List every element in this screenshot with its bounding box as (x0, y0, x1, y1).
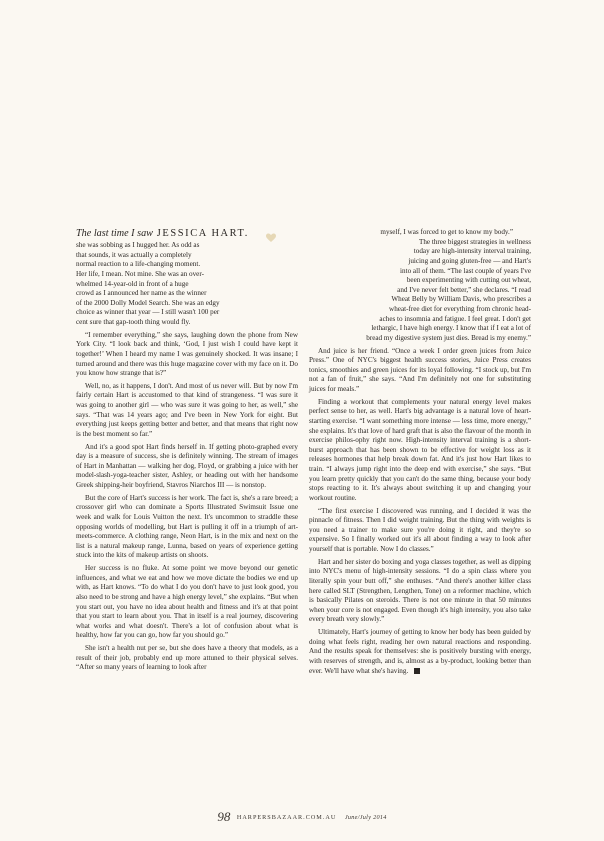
intro-line: Her life, I mean. Not mine. She was an over- (76, 269, 204, 278)
headline-name: JESSICA HART. (156, 228, 249, 239)
paragraph: “The first exercise I discovered was running, and I decided it was the pinnacle of fitness. Then I did weight training. But the thing with weights is you need a trainer to make sure you're doing it right, and they're so expensive. So I finally worked out it's all about finding a way to look after yourself that is portable. Now I do classes.” (309, 506, 531, 553)
intro-line: crowd as I announced her name as the winner (76, 289, 207, 298)
intro-line: she was sobbing as I hugged her. As odd as (76, 241, 200, 249)
wrap-line: today are high-intensity interval training, (413, 247, 531, 256)
left-column (76, 228, 298, 673)
end-square (414, 668, 420, 674)
intro-line: normal reaction to a life-changing moment. (76, 260, 201, 269)
paragraph: And juice is her friend. “Once a week I order green juices from Juice Press.” One of NYC's biggest health success stories, Juice Press creates tonics, smoothies and green juices for its loyal following. “I stock up, but I'm not a fan of fruit,” she says. “And I'm definitely not one for substituting juices for meals.” (309, 346, 531, 393)
footer-site: HARPERSBAZAAR.COM.AU (236, 814, 337, 821)
intro-line: whelmed 14-year-old in front of a huge (76, 279, 189, 288)
intro-line: cent sure that gap-tooth thing would fly. (76, 318, 191, 326)
headline-lead: The last time I saw (76, 228, 153, 239)
wrap-line: Wheat Belly by William Davis, who prescribes a (391, 295, 531, 304)
paragraph: Well, no, as it happens, I don't. And most of us never will. But by now I'm fairly certain Hart is accustomed to that kind of strangeness. “I was sure it was going to another girl — who was sure it was going to her, as well,” she says. “That was 14 years ago; and I've been in New York for eight. But everything just keeps getting better and better, and that means that right now is the best moment so far.” (76, 381, 298, 438)
paragraph: Her success is no fluke. At some point we move beyond our genetic influences, and what we eat and how we move dictate the bodies we end up with, as Hart knows. “To do what I do you don't have to just look good, you also need to be strong and have a high energy level,” she explains. “But when you start out, you have no idea about health and fitness and it's at that point that you start to learn about you. That in itself is a real journey, discovering what works and what doesn't. There's a lot of confusion about what is healthy, how far you can go, how far you should go.” (76, 564, 298, 640)
wrap-line: wheat-free diet for everything from chronic head- (389, 305, 531, 313)
intro-line: of the 2000 Dolly Model Search. She was an edgy (76, 298, 220, 307)
paragraph: Hart and her sister do boxing and yoga classes together, as well as dipping into NYC's menu of high-intensity sessions. “I do a spin class where you literally spin your butt off,” she enthuses. “And there's another killer class here called SLT (Strengthen, Lengthen, Tone) on a reformer machine, which is basically Pilates on steroids. There is not one minute in that 50 minutes when your core is not engaged. Even though it's high intensity, you also take every breath very slowly.” (309, 557, 531, 624)
wrap-line: into all of them. “The last couple of years I've (400, 266, 531, 275)
paragraph-wrap-around (309, 228, 531, 344)
paragraph: And it's a good spot Hart finds herself in. If getting photo-graphed every day is a measure of success, she is definitely winning. The stream of images of Hart in Manhattan — walking her dog, Floyd, or grabbing a juice with her model-slash-yoga-teacher sister, Ashley, or heading out with her handsome Greek shipping-heir boyfriend, Stavros Niarchos III — is nonstop. (76, 442, 298, 489)
article-headline (76, 228, 298, 240)
final-paragraph-text: Ultimately, Hart's journey of getting to know her body has been guided by doing what feels right, reading her own natural reactions and responding. And the results speak for themselves: she is positively bursting with energy, with reserves of strength, and is, almost as a by-product, looking better than ever. We'll have what she's having. (309, 628, 531, 675)
paragraph: She isn't a health nut per se, but she does have a theory that models, as a result of their job, probably end up more attuned to their physical selves. “After so many years of learning to look after (76, 644, 298, 672)
paragraph-intro (76, 241, 298, 328)
page-footer (0, 809, 604, 825)
wrap-line: myself, I was forced to get to know my body.” (380, 228, 513, 236)
paragraph: Finding a workout that complements your natural energy level makes perfect sense to her, as well. Hart's big advantage is a natural love of heart-starting exercise. “I want something more intense — less time, more energy,” she explains. It's that love of hard graft that is also the flavour of the month in exercise philos-ophy right now. High-intensity interval training is a short-burst approach that has been shown to be effective for weight loss as it releases hormones that help break down fat. And it's just how Hart likes to train. “I always jump right into the deep end with exercise,” she says. “But you learn pretty quickly that you can't do the same thing, because your body stops reacting to it. It's always about switching it up and changing your workout routine. (309, 397, 531, 502)
wrap-line: The three biggest strategies in wellness (418, 237, 531, 246)
wrap-line: and I've never felt better,” she declares. “I read (397, 285, 531, 294)
paragraph: “I remember everything,” she says, laughing down the phone from New York City. “I look back and think, ‘God, I just wish I could have kept it together!’ When I heard my name I was genuinely shocked. It was insane; I turned around and there was this huge magazine cover with my face on it. Do you know how strange that is?” (76, 330, 298, 378)
wrap-line: juicing and going gluten-free — and Hart's (408, 256, 531, 265)
wrap-line: lethargic, I have high energy. I know that if I eat a lot of (371, 324, 531, 333)
intro-line: choice as winner that year — I still wasn't 100 per (76, 308, 220, 317)
footer-issue: June/July 2014 (344, 814, 387, 821)
right-column (309, 228, 531, 676)
paragraph: But the core of Hart's success is her work. The fact is, she's a rare breed; a crossover girl who can dominate a Sports Illustrated Swimsuit Issue one week and walk for Louis Vuitton the next. It's uncommon to straddle these opposing worlds of modelling, but Hart is pulling it off in a triumph of art-meets-commerce. A clothing range, Neon Hart, is in the mix and next on the list is a natural makeup range, Lunna, based on years of experience getting stuck into the kits of makeup artists on shoots. (76, 493, 298, 560)
wrap-line: been experimenting with cutting out wheat, (406, 276, 531, 285)
paragraph-final (309, 628, 531, 676)
intro-line: that sounds, it was actually a completely (76, 250, 192, 259)
wrap-line: aches to insomnia and fatigue. I feel great. I don't get (379, 314, 531, 323)
wrap-line: bread my digestive system just dies. Bread is my enemy.” (366, 333, 531, 342)
page-number: 98 (217, 809, 231, 824)
